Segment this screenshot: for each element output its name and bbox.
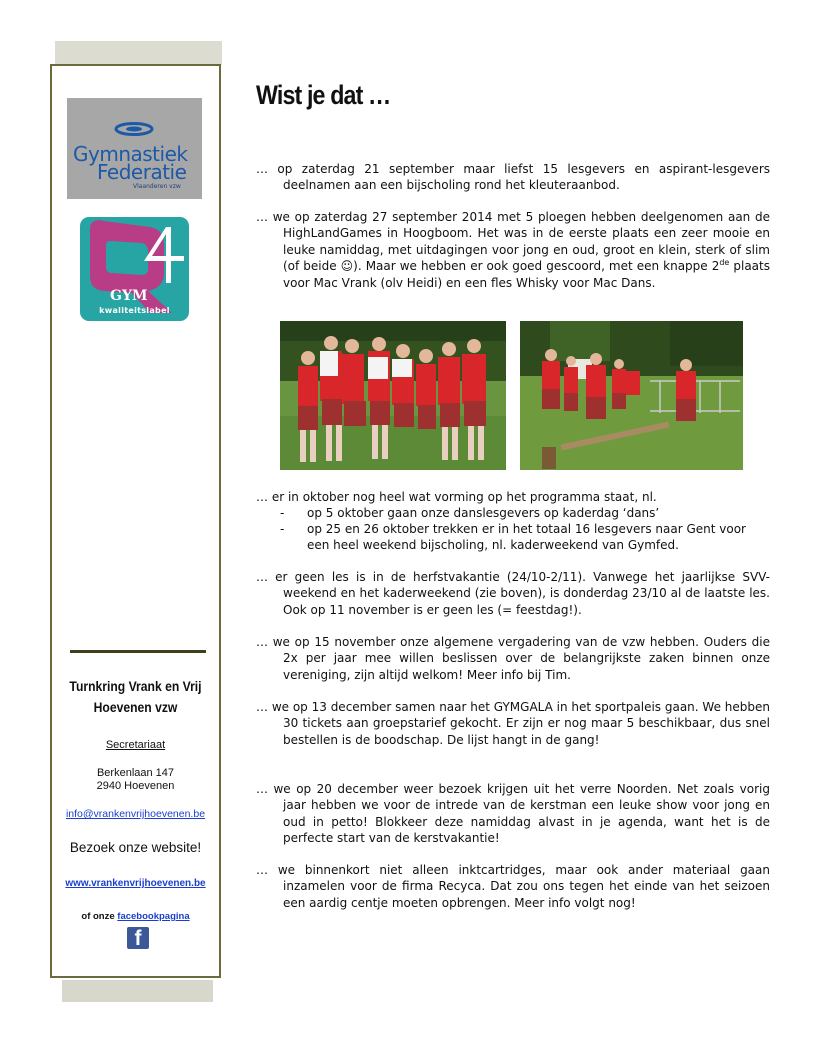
paragraph-3-item-2	[280, 521, 770, 554]
paragraph-1: … op zaterdag 21 september maar liefst 15 lesgevers en aspirant-lesgevers deelnamen aan een bijscholing rond het kleuteraanbod.	[256, 162, 770, 193]
facebook-link[interactable]: facebookpagina	[117, 911, 190, 922]
q4-label-text: kwaliteitslabel	[99, 306, 170, 315]
q4-gym-logo	[80, 217, 189, 321]
visit-website-text: Bezoek onze website!	[69, 840, 202, 855]
email-link[interactable]: info@vrankenvrijhoevenen.be	[65, 808, 206, 820]
page-title: Wist je dat …	[256, 80, 391, 110]
paragraph-6: … we op 13 december samen naar het GYMGALA in het sportpaleis gaan. We hebben 30 tickets aan groepstarief gekocht. Er zijn er nog maar 5 beschikbaar, dus snel bestellen is de boodschap. De lijst hangt in de gang!	[256, 700, 770, 747]
sidebar-bottom-tab	[62, 980, 213, 1002]
gymfed-swoosh-icon	[114, 122, 154, 136]
games-photo-image	[520, 321, 743, 470]
gymfed-logo-line2: Federatie	[97, 160, 187, 184]
games-photo	[520, 321, 743, 470]
q4-gym-text: GYM	[110, 288, 148, 304]
address	[52, 767, 219, 793]
paragraph-5: … we op 15 november onze algemene vergadering van de vzw hebben. Ouders die 2x per jaar mee willen beslissen over de belangrijkste zaken binnen onze vereniging, zijn altijd welkom! Meer info bij Tim.	[256, 635, 770, 682]
club-name-line2: Hoevenen vzw	[93, 700, 178, 715]
address-line2: 2940 Hoevenen	[96, 780, 175, 792]
sidebar-divider	[70, 650, 206, 653]
paragraph-2-text: … we op zaterdag 27 september 2014 met 5 ploegen hebben deelgenomen aan de HighLandGames in Hoogboom. Het was in de eerste plaats een zeer mooie en leuke namiddag, met uitdagingen voor jong en oud, groot en klein, sterk of slim (of beide ☺). Maar we hebben er ook goed gescoord, met een knappe 2	[256, 210, 770, 274]
team-photo	[280, 321, 506, 470]
facebook-line	[52, 911, 219, 922]
club-name-line1: Turnkring Vrank en Vrij	[69, 679, 202, 694]
facebook-prefix: of onze	[81, 911, 118, 922]
sidebar	[50, 64, 221, 978]
paragraph-2	[256, 209, 770, 291]
gymfed-logo	[67, 98, 202, 199]
secretariat-label: Secretariaat	[105, 739, 166, 751]
paragraph-3-dash-1: -	[280, 506, 285, 520]
gymfed-logo-line1: Gymnastiek	[73, 142, 188, 166]
paragraph-3-item-2-text: op 25 en 26 oktober trekken er in het totaal 16 lesgevers naar Gent voor een heel weekend bijscholing, nl. kaderweekend van Gymfed.	[307, 522, 746, 553]
team-photo-image	[280, 321, 506, 470]
paragraph-2-sup: de	[719, 258, 730, 268]
website-link[interactable]: www.vrankenvrijhoevenen.be	[65, 878, 206, 889]
address-line1: Berkenlaan 147	[96, 767, 175, 779]
club-name	[60, 676, 210, 718]
facebook-icon[interactable]: f	[127, 927, 149, 949]
paragraph-2-tail: plaats voor Mac Vrank (olv Heidi) en een fles Whisky voor Mac Dans.	[283, 259, 770, 290]
paragraph-8: … we binnenkort niet alleen inktcartridges, maar ook ander materiaal gaan inzamelen voor de firma Recyca. Dat zou ons tegen het einde van het seizoen een aardig centje moeten opbrengen. Meer info volgt nog!	[256, 863, 770, 910]
paragraph-7: … we op 20 december weer bezoek krijgen uit het verre Noorden. Net zoals vorig jaar hebben we voor de intrede van de kerstman een leuke show voor jong en oud in petto! Blokkeer deze namiddag alvast in je agenda, want het is de perfecte start van de kerstvakantie!	[256, 782, 770, 846]
sidebar-top-tab	[55, 41, 222, 65]
paragraph-3-dash-2: -	[280, 522, 285, 536]
paragraph-3-item-1	[280, 505, 770, 521]
paragraph-3: … er in oktober nog heel wat vorming op het programma staat, nl.	[256, 490, 657, 504]
paragraph-3-item-1-text: op 5 oktober gaan onze danslesgevers op kaderdag ‘dans’	[307, 506, 660, 520]
paragraph-4: … er geen les is in de herfstvakantie (24/10-2/11). Vanwege het jaarlijkse SVV-weekend en het kaderweekend (zie boven), is donderdag 23/10 al de laatste les. Ook op 11 november is er geen les (= feestdag!).	[256, 570, 770, 617]
gymfed-logo-line3: Vlaanderen vzw	[133, 183, 181, 190]
